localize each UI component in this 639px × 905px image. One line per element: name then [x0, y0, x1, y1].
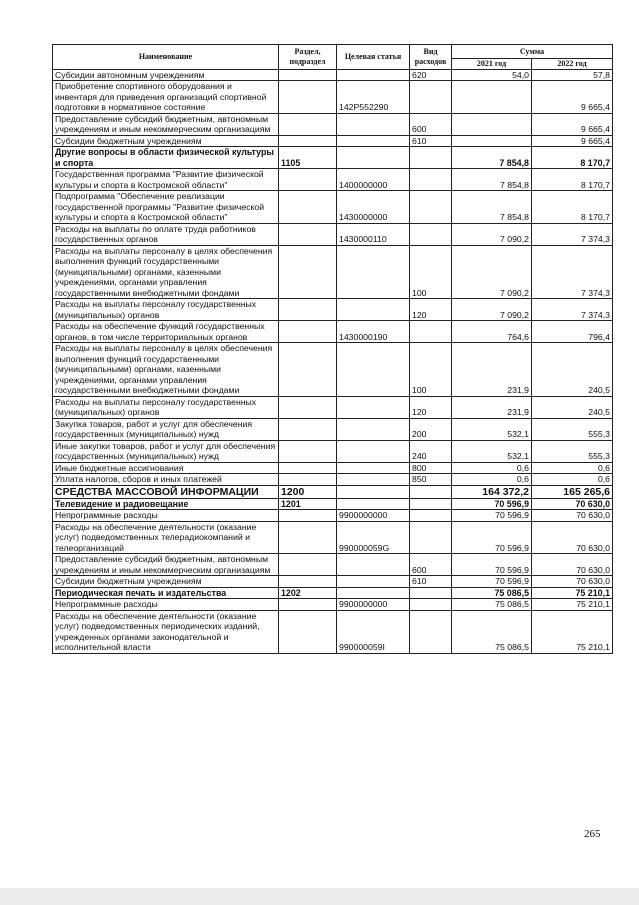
cell-sum-2022: 555,3: [532, 418, 613, 440]
cell-sum-2022: 8 170,7: [532, 169, 613, 191]
cell-section: [279, 245, 337, 299]
cell-name: Расходы на выплаты персоналу в целях обеспечения выполнения функций государственными (муниципальными) органами, казенными учреждениями, органами управления государственными внебюджетными фондами: [53, 245, 279, 299]
cell-sum-2022: 70 630,0: [532, 498, 613, 510]
cell-name: Уплата налогов, сборов и иных платежей: [53, 474, 279, 486]
cell-sum-2021: 532,1: [452, 440, 532, 462]
cell-sum-2021: 164 372,2: [452, 485, 532, 498]
scan-bottom-edge: [0, 888, 639, 905]
header-section: Раздел, подраздел: [279, 45, 337, 70]
table-row: [53, 223, 613, 245]
cell-sum-2022: 75 210,1: [532, 599, 613, 611]
cell-name: Расходы на обеспечение деятельности (оказание услуг) подведомственных телерадиокомпаний и телеорганизаций: [53, 521, 279, 554]
header-year-2022: 2022 год: [532, 59, 613, 70]
header-target: Целевая статья: [337, 45, 410, 70]
table-row: [53, 610, 613, 653]
table-row: [53, 169, 613, 191]
table-row: [53, 245, 613, 299]
cell-sum-2022: 70 630,0: [532, 521, 613, 554]
cell-sum-2021: 0,6: [452, 474, 532, 486]
table-row: [53, 474, 613, 486]
cell-sum-2021: 7 854,8: [452, 191, 532, 224]
table-row: [53, 396, 613, 418]
cell-sum-2022: 0,6: [532, 474, 613, 486]
cell-sum-2021: 70 596,9: [452, 554, 532, 576]
cell-expense-type: 120: [410, 299, 452, 321]
cell-name: Расходы на выплаты персоналу государственных (муниципальных) органов: [53, 299, 279, 321]
cell-name: Расходы на выплаты по оплате труда работников государственных органов: [53, 223, 279, 245]
cell-target: 1430000000: [337, 191, 410, 224]
table-row: [53, 576, 613, 588]
cell-section: [279, 169, 337, 191]
cell-sum-2021: 231,9: [452, 343, 532, 397]
cell-name: Субсидии бюджетным учреждениям: [53, 576, 279, 588]
cell-sum-2021: 70 596,9: [452, 498, 532, 510]
cell-section: [279, 599, 337, 611]
cell-sum-2022: 9 665,4: [532, 81, 613, 114]
cell-name: Закупка товаров, работ и услуг для обеспечения государственных (муниципальных) нужд: [53, 418, 279, 440]
cell-sum-2022: 240,5: [532, 343, 613, 397]
cell-sum-2022: 9 665,4: [532, 113, 613, 135]
cell-expense-type: [410, 169, 452, 191]
cell-expense-type: 610: [410, 135, 452, 147]
cell-section: [279, 191, 337, 224]
cell-sum-2021: [452, 81, 532, 114]
cell-expense-type: [410, 485, 452, 498]
cell-sum-2021: 7 090,2: [452, 245, 532, 299]
cell-sum-2021: 75 086,5: [452, 610, 532, 653]
cell-target: [337, 576, 410, 588]
cell-expense-type: [410, 510, 452, 522]
cell-name: Иные закупки товаров, работ и услуг для обеспечения государственных (муниципальных) нужд: [53, 440, 279, 462]
cell-target: 1430000190: [337, 321, 410, 343]
table-body: [53, 69, 613, 653]
cell-expense-type: 610: [410, 576, 452, 588]
cell-target: 990000059G: [337, 521, 410, 554]
cell-target: [337, 69, 410, 81]
cell-name: Телевидение и радиовещание: [53, 498, 279, 510]
cell-target: [337, 135, 410, 147]
cell-target: 1430000110: [337, 223, 410, 245]
cell-sum-2022: 70 630,0: [532, 510, 613, 522]
cell-expense-type: 100: [410, 343, 452, 397]
cell-target: 9900000000: [337, 599, 410, 611]
cell-expense-type: 600: [410, 554, 452, 576]
header-year-2021: 2021 год: [452, 59, 532, 70]
cell-section: 1201: [279, 498, 337, 510]
cell-expense-type: [410, 587, 452, 599]
cell-target: [337, 462, 410, 474]
cell-section: [279, 81, 337, 114]
cell-section: [279, 521, 337, 554]
cell-name: Другие вопросы в области физической культуры и спорта: [53, 147, 279, 169]
header-sum: Сумма: [452, 45, 613, 59]
cell-expense-type: 120: [410, 396, 452, 418]
cell-sum-2021: 70 596,9: [452, 521, 532, 554]
table-row: [53, 440, 613, 462]
cell-name: Подпрограмма "Обеспечение реализации государственной программы "Развитие физической культуры и спорта в Костромской области": [53, 191, 279, 224]
cell-sum-2021: 532,1: [452, 418, 532, 440]
cell-section: [279, 135, 337, 147]
cell-name: Предоставление субсидий бюджетным, автономным учреждениям и иным некоммерческим организациям: [53, 113, 279, 135]
cell-sum-2022: 70 630,0: [532, 576, 613, 588]
cell-sum-2021: 7 090,2: [452, 299, 532, 321]
cell-target: 1400000000: [337, 169, 410, 191]
table-row: [53, 147, 613, 169]
cell-sum-2022: 9 665,4: [532, 135, 613, 147]
cell-sum-2022: 240,5: [532, 396, 613, 418]
cell-expense-type: 100: [410, 245, 452, 299]
cell-name: Расходы на выплаты персоналу в целях обеспечения выполнения функций государственными (муниципальными) органами, казенными учреждениями, органами управления государственными внебюджетными фондами: [53, 343, 279, 397]
cell-sum-2021: 764,6: [452, 321, 532, 343]
cell-section: [279, 321, 337, 343]
cell-name: Расходы на обеспечение функций государственных органов, в том числе территориальных органов: [53, 321, 279, 343]
cell-expense-type: 620: [410, 69, 452, 81]
cell-target: [337, 498, 410, 510]
cell-section: [279, 610, 337, 653]
cell-sum-2021: 7 854,8: [452, 169, 532, 191]
table-row: [53, 321, 613, 343]
cell-sum-2021: 7 854,8: [452, 147, 532, 169]
cell-sum-2021: 75 086,5: [452, 599, 532, 611]
cell-section: [279, 418, 337, 440]
cell-target: [337, 554, 410, 576]
cell-sum-2021: 70 596,9: [452, 510, 532, 522]
table-row: [53, 69, 613, 81]
cell-section: [279, 554, 337, 576]
cell-name: Приобретение спортивного оборудования и инвентаря для приведения организаций спортивной подготовки в нормативное состояние: [53, 81, 279, 114]
cell-section: [279, 299, 337, 321]
cell-sum-2022: 7 374,3: [532, 223, 613, 245]
table-row: [53, 299, 613, 321]
cell-target: 990000059I: [337, 610, 410, 653]
table-row: [53, 510, 613, 522]
cell-sum-2021: [452, 113, 532, 135]
cell-target: [337, 396, 410, 418]
cell-sum-2022: 57,8: [532, 69, 613, 81]
cell-section: [279, 113, 337, 135]
cell-sum-2022: 8 170,7: [532, 191, 613, 224]
cell-section: [279, 474, 337, 486]
table-row: [53, 521, 613, 554]
cell-section: [279, 440, 337, 462]
cell-sum-2021: 231,9: [452, 396, 532, 418]
cell-name: Государственная программа "Развитие физической культуры и спорта в Костромской области": [53, 169, 279, 191]
cell-name: Иные бюджетные ассигнования: [53, 462, 279, 474]
cell-name: Непрограммные расходы: [53, 599, 279, 611]
budget-table: [52, 44, 613, 654]
table-row: [53, 418, 613, 440]
cell-section: [279, 396, 337, 418]
cell-name: Непрограммные расходы: [53, 510, 279, 522]
cell-section: [279, 223, 337, 245]
cell-name: СРЕДСТВА МАССОВОЙ ИНФОРМАЦИИ: [53, 485, 279, 498]
cell-expense-type: [410, 599, 452, 611]
cell-expense-type: [410, 191, 452, 224]
page-number: 265: [584, 828, 601, 840]
table-row: [53, 498, 613, 510]
header-expense-type: Вид расходов: [410, 45, 452, 70]
cell-expense-type: 800: [410, 462, 452, 474]
cell-name: Расходы на обеспечение деятельности (оказание услуг) подведомственных периодических изданий, учрежденных органами законодательной и исполнительной власти: [53, 610, 279, 653]
table-row: [53, 135, 613, 147]
cell-expense-type: 850: [410, 474, 452, 486]
table-row: [53, 587, 613, 599]
cell-expense-type: [410, 81, 452, 114]
cell-expense-type: [410, 498, 452, 510]
cell-target: 9900000000: [337, 510, 410, 522]
table-row: [53, 485, 613, 498]
cell-section: [279, 576, 337, 588]
table-row: [53, 599, 613, 611]
cell-name: Расходы на выплаты персоналу государственных (муниципальных) органов: [53, 396, 279, 418]
cell-section: [279, 510, 337, 522]
header-name: Наименование: [53, 45, 279, 70]
cell-sum-2022: 796,4: [532, 321, 613, 343]
cell-sum-2021: 7 090,2: [452, 223, 532, 245]
cell-sum-2021: 54,0: [452, 69, 532, 81]
cell-target: [337, 113, 410, 135]
cell-target: [337, 485, 410, 498]
cell-sum-2022: 75 210,1: [532, 610, 613, 653]
cell-name: Субсидии бюджетным учреждениям: [53, 135, 279, 147]
cell-target: [337, 587, 410, 599]
cell-target: [337, 343, 410, 397]
cell-target: [337, 147, 410, 169]
cell-sum-2022: 0,6: [532, 462, 613, 474]
cell-sum-2022: 8 170,7: [532, 147, 613, 169]
cell-target: 142P552290: [337, 81, 410, 114]
table-row: [53, 554, 613, 576]
cell-section: 1200: [279, 485, 337, 498]
table-row: [53, 462, 613, 474]
cell-target: [337, 474, 410, 486]
cell-name: Периодическая печать и издательства: [53, 587, 279, 599]
cell-sum-2021: 75 086,5: [452, 587, 532, 599]
cell-expense-type: [410, 147, 452, 169]
cell-sum-2021: 70 596,9: [452, 576, 532, 588]
table-row: [53, 81, 613, 114]
cell-section: [279, 462, 337, 474]
cell-expense-type: 240: [410, 440, 452, 462]
cell-section: [279, 69, 337, 81]
cell-sum-2021: 0,6: [452, 462, 532, 474]
table-row: [53, 343, 613, 397]
cell-target: [337, 245, 410, 299]
cell-name: Субсидии автономным учреждениям: [53, 69, 279, 81]
cell-expense-type: [410, 610, 452, 653]
cell-expense-type: [410, 321, 452, 343]
table-row: [53, 113, 613, 135]
cell-expense-type: 600: [410, 113, 452, 135]
cell-sum-2022: 165 265,6: [532, 485, 613, 498]
cell-target: [337, 299, 410, 321]
cell-section: 1202: [279, 587, 337, 599]
cell-expense-type: [410, 223, 452, 245]
cell-sum-2022: 75 210,1: [532, 587, 613, 599]
cell-expense-type: [410, 521, 452, 554]
cell-target: [337, 418, 410, 440]
table-row: [53, 191, 613, 224]
cell-sum-2022: 70 630,0: [532, 554, 613, 576]
cell-name: Предоставление субсидий бюджетным, автономным учреждениям и иным некоммерческим организациям: [53, 554, 279, 576]
cell-expense-type: 200: [410, 418, 452, 440]
cell-section: [279, 343, 337, 397]
cell-section: 1105: [279, 147, 337, 169]
table-header: [53, 45, 613, 70]
cell-sum-2021: [452, 135, 532, 147]
cell-target: [337, 440, 410, 462]
cell-sum-2022: 7 374,3: [532, 245, 613, 299]
cell-sum-2022: 555,3: [532, 440, 613, 462]
cell-sum-2022: 7 374,3: [532, 299, 613, 321]
